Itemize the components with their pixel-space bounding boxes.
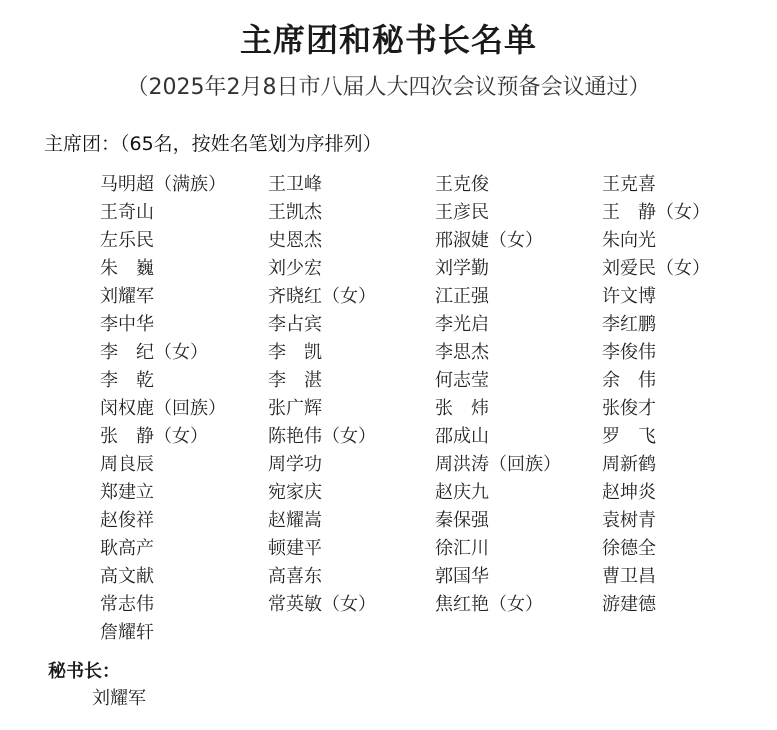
presidium-member-name: 张 炜 [435,398,489,419]
presidium-member-name: 余 伟 [602,370,656,391]
presidium-member-name: 顿建平 [268,538,322,559]
presidium-member-name: 焦红艳（女） [435,594,543,615]
presidium-member-name: 袁树青 [602,510,656,531]
page-subtitle: （2025年2月8日市八届人大四次会议预备会议通过） [126,75,651,100]
presidium-member-name: 周学功 [268,454,322,475]
presidium-member-name: 周良辰 [100,454,154,475]
presidium-member-name: 赵俊祥 [100,510,154,531]
presidium-member-name: 赵耀嵩 [268,510,322,531]
presidium-member-name: 李中华 [100,314,154,335]
presidium-member-name: 刘爱民（女） [602,258,710,279]
presidium-member-name: 邵成山 [435,426,489,447]
presidium-member-name: 王奇山 [100,202,154,223]
presidium-member-name: 高文献 [100,566,154,587]
presidium-member-name: 李光启 [435,314,489,335]
presidium-member-name: 何志莹 [435,370,489,391]
presidium-member-name: 王卫峰 [268,174,322,195]
presidium-member-name: 闵权鹿（回族） [100,398,226,419]
presidium-member-name: 李红鹏 [602,314,656,335]
secretary-general-heading: 秘书长： [48,661,120,682]
presidium-member-name: 邢淑婕（女） [435,230,543,251]
presidium-member-name: 刘少宏 [268,258,322,279]
presidium-member-name: 罗 飞 [602,426,656,447]
presidium-member-name: 江正强 [435,286,489,307]
presidium-member-name: 詹耀轩 [100,622,154,643]
presidium-member-name: 朱 巍 [100,258,154,279]
presidium-member-name: 李俊伟 [602,342,656,363]
presidium-member-name: 王彦民 [435,202,489,223]
presidium-member-name: 宛家庆 [268,482,322,503]
presidium-member-name: 马明超（满族） [100,174,226,195]
presidium-member-name: 徐德全 [602,538,656,559]
presidium-member-name: 李占宾 [268,314,322,335]
secretary-general-name: 刘耀军 [92,688,146,709]
presidium-member-name: 周新鹤 [602,454,656,475]
presidium-member-name: 郭国华 [435,566,489,587]
presidium-member-name: 张俊才 [602,398,656,419]
presidium-member-name: 史恩杰 [268,230,322,251]
presidium-member-name: 刘耀军 [100,286,154,307]
presidium-member-name: 李 乾 [100,370,154,391]
presidium-member-name: 左乐民 [100,230,154,251]
presidium-member-name: 徐汇川 [435,538,489,559]
presidium-member-name: 许文博 [602,286,656,307]
presidium-member-name: 常志伟 [100,594,154,615]
presidium-member-name: 朱向光 [602,230,656,251]
presidium-member-name: 王克俊 [435,174,489,195]
presidium-member-name: 赵坤炎 [602,482,656,503]
presidium-member-name: 王 静（女） [602,202,710,223]
presidium-heading: 主席团：（65名，按姓名笔划为序排列） [44,133,382,155]
presidium-member-name: 李 湛 [268,370,322,391]
presidium-member-name: 王凯杰 [268,202,322,223]
presidium-member-name: 王克喜 [602,174,656,195]
presidium-member-name: 郑建立 [100,482,154,503]
presidium-member-name: 齐晓红（女） [268,286,376,307]
presidium-member-name: 赵庆九 [435,482,489,503]
presidium-member-name: 陈艳伟（女） [268,426,376,447]
presidium-member-name: 张广辉 [268,398,322,419]
presidium-name-list [100,171,742,647]
presidium-member-name: 常英敏（女） [268,594,376,615]
presidium-member-name: 曹卫昌 [602,566,656,587]
presidium-member-name: 张 静（女） [100,426,208,447]
presidium-member-name: 周洪涛（回族） [435,454,561,475]
page-title: 主席团和秘书长名单 [239,21,537,59]
presidium-member-name: 高喜东 [268,566,322,587]
presidium-member-name: 刘学勤 [435,258,489,279]
presidium-member-name: 耿高产 [100,538,154,559]
presidium-member-name: 李 凯 [268,342,322,363]
presidium-member-name: 秦保强 [435,510,489,531]
presidium-member-name: 李思杰 [435,342,489,363]
presidium-member-name: 李 纪（女） [100,342,208,363]
presidium-member-name: 游建德 [602,594,656,615]
